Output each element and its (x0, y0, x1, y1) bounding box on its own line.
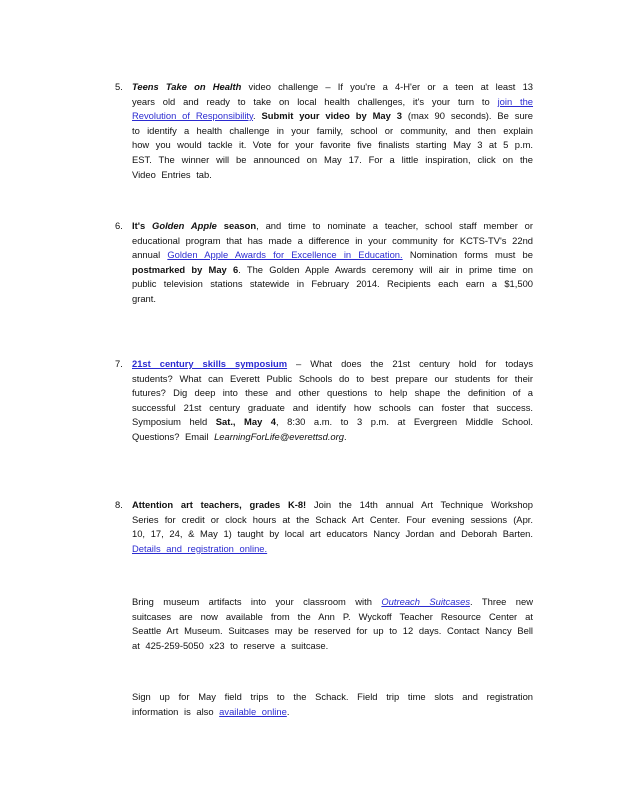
item-number: 5. (115, 81, 123, 92)
email-address: LearningForLife@everettsd.org (214, 430, 344, 442)
item-title: Golden Apple (152, 220, 217, 231)
list-item (115, 219, 533, 307)
paragraph: Sign up for May field trips to the Schack. Field trip time slots and registration information is also available online. (132, 691, 533, 717)
deadline-text: postmarked by May 6 (132, 263, 239, 275)
deadline-text: Submit your video by May 3 (261, 110, 402, 122)
golden-apple-link[interactable]: Golden Apple Awards for Excellence in Education. (167, 249, 403, 261)
symposium-link[interactable]: 21st century skills symposium (132, 358, 288, 369)
item-text: 21st century skills symposium – What does the 21st century hold for todays students? What can Everett Public Schools do to best prepare our students for their futures? Dig deep into these and other questions to help shape the definition of a successful 21st century graduate and identify how schools can foster that success. Symposium held Sat., May 4, 8:30 a.m. to 3 p.m. at Evergreen Middle School. Questions? Email LearningForLife@everettsd.org. (132, 358, 534, 442)
outreach-suitcases-link[interactable]: Outreach Suitcases (381, 596, 471, 607)
item-text: Teens Take on Health video challenge – If you're a 4-H'er or a teen at least 13 years old and ready to take on local health challenges, it's your turn to join the Revolution of Responsibility. Submit your video by May 3 (max 90 seconds). Be sure to identify a health challenge in your family, school or community, and then explain how you would tackle it. Vote for your favorite five finalists starting May 3 at 5 p.m. EST. The winner will be announced on May 17. For a little inspiration, click on the Video Entries tab. (132, 81, 534, 180)
details-registration-link[interactable]: Details and registration online. (132, 542, 268, 554)
available-online-link[interactable]: available online (219, 705, 287, 717)
item-number: 7. (115, 358, 123, 369)
event-date: Sat., May 4 (215, 416, 277, 428)
list-item (115, 80, 533, 182)
list-item (115, 357, 533, 445)
list-item (115, 498, 533, 556)
paragraph: Bring museum artifacts into your classroom with Outreach Suitcases. Three new suitcases are now available from the Ann P. Wyckoff Teacher Resource Center at Seattle Art Museum. Suitcases may be reserved for up to 12 days. Contact Nancy Bell at 425-259-5050 x23 to reserve a suitcase. (132, 596, 533, 651)
item-text: It's Golden Apple season, and time to nominate a teacher, school staff member or educational program that has made a difference in your community for KCTS-TV's 22nd annual Golden Apple Awards for Excellence in Education. Nomination forms must be postmarked by May 6. The Golden Apple Awards ceremony will air in prime time on public television stations statewide in February 2014. Recipients each earn a $1,500 grant. (132, 220, 534, 304)
item-title: Teens Take on Health (132, 81, 242, 92)
item-text: Attention art teachers, grades K-8! Join the 14th annual Art Technique Workshop Series for credit or clock hours at the Schack Art Center. Four evening sessions (Apr. 10, 17, 24, & May 1) taught by local art educators Nancy Jordan and Deborah Barten. Details and registration online. (132, 499, 533, 554)
revolution-link[interactable]: join the Revolution of Responsibility (132, 95, 534, 122)
item-number: 8. (115, 499, 123, 510)
item-title: Attention art teachers, grades K-8! (132, 499, 307, 510)
item-number: 6. (115, 220, 123, 231)
